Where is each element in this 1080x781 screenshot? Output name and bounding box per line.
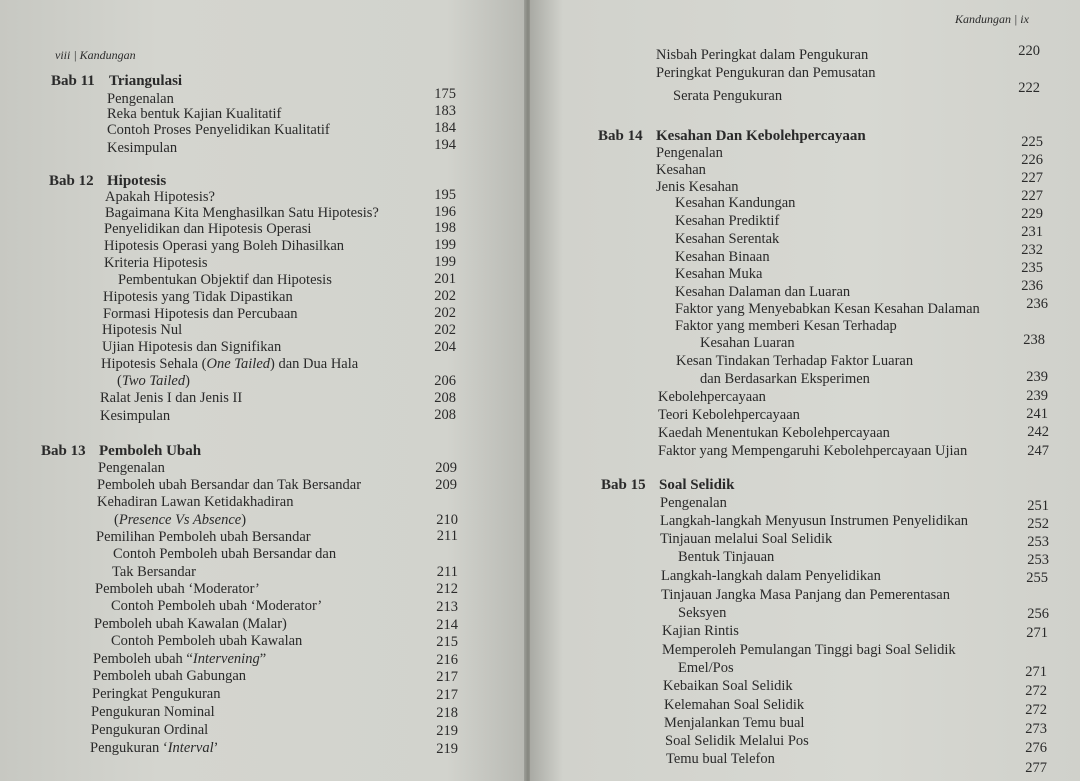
chapter-label: Bab 13	[41, 443, 86, 459]
page-number: 222	[1018, 80, 1040, 96]
toc-entry: Hipotesis Nul	[102, 322, 183, 338]
page-number: 271	[1025, 664, 1047, 680]
toc-entry	[117, 373, 190, 389]
toc-entry: Teori Kebolehpercayaan	[658, 407, 800, 423]
page-number: 247	[1027, 443, 1049, 459]
page-number: 216	[436, 652, 458, 668]
page-number: 277	[1025, 760, 1047, 776]
page-number: 214	[436, 617, 458, 633]
page-number: 227	[1021, 188, 1043, 204]
toc-entry: Faktor yang memberi Kesan Terhadap	[675, 318, 897, 334]
chapter-15-heading	[601, 477, 734, 493]
toc-entry: dan Berdasarkan Eksperimen	[700, 371, 870, 387]
toc-entry: Kesimpulan	[107, 140, 178, 156]
toc-entry: Pengenalan	[98, 460, 165, 476]
page-number: 202	[434, 288, 456, 304]
toc-entry	[114, 512, 246, 528]
chapter-title: Soal Selidik	[659, 477, 735, 493]
toc-entry: Temu bual Telefon	[666, 751, 775, 767]
toc-entry	[90, 740, 218, 756]
page-number: 209	[435, 477, 457, 493]
toc-entry: Pengukuran Nominal	[91, 704, 215, 720]
toc-entry: Contoh Pemboleh ubah ‘Moderator’	[111, 598, 323, 614]
page-number: 175	[434, 86, 456, 102]
toc-entry: Faktor yang Mempengaruhi Kebolehpercayaan Ujian	[658, 443, 968, 459]
entry-text: ) dan Dua Hala	[270, 356, 359, 372]
toc-entry: Kesahan Muka	[675, 266, 763, 282]
toc-entry: Menjalankan Temu bual	[664, 715, 805, 731]
toc-entry: Serata Pengukuran	[673, 88, 783, 104]
page-number: 217	[436, 669, 458, 685]
toc-entry: Tinjauan melalui Soal Selidik	[660, 531, 833, 547]
toc-entry: Kesahan Luaran	[700, 335, 795, 351]
page-number: 239	[1026, 369, 1048, 385]
page-number: 208	[434, 390, 456, 406]
toc-entry	[101, 356, 358, 372]
toc-entry: Pengenalan	[656, 145, 723, 161]
toc-entry: Bentuk Tinjauan	[678, 549, 775, 565]
chapter-title: Triangulasi	[109, 73, 183, 89]
page-number: 204	[434, 339, 456, 355]
page-number: 195	[434, 187, 456, 203]
toc-entry: Kesahan Kandungan	[675, 195, 796, 211]
toc-entry: Pengenalan	[660, 495, 727, 511]
page-number: 238	[1023, 332, 1045, 348]
page-number: 219	[436, 741, 458, 757]
toc-entry: Kesimpulan	[100, 408, 171, 424]
toc-entry: Kesahan Dalaman dan Luaran	[675, 284, 851, 300]
page-number: 215	[436, 634, 458, 650]
toc-entry: Kesahan	[656, 162, 706, 178]
page-number: 256	[1027, 606, 1049, 622]
toc-entry: Emel/Pos	[678, 660, 734, 676]
page-number: 251	[1027, 498, 1049, 514]
page-number: 218	[436, 705, 458, 721]
toc-entry: Kehadiran Lawan Ketidakhadiran	[97, 494, 294, 510]
entry-italic-term: Interval	[167, 740, 214, 756]
toc-entry: Contoh Pemboleh ubah Kawalan	[111, 633, 303, 649]
entry-italic-term: Two Tailed	[121, 373, 186, 389]
toc-entry: Contoh Pemboleh ubah Bersandar dan	[113, 546, 337, 562]
toc-entry: Kesahan Prediktif	[675, 213, 780, 229]
entry-text: (	[117, 373, 122, 389]
chapter-label: Bab 11	[51, 73, 95, 89]
chapter-title: Hipotesis	[107, 173, 167, 189]
page-number: 199	[434, 254, 456, 270]
toc-entry: Penyelidikan dan Hipotesis Operasi	[104, 221, 312, 237]
toc-entry: Kajian Rintis	[662, 623, 739, 639]
page-number: 213	[436, 599, 458, 615]
toc-entry: Pemboleh ubah ‘Moderator’	[95, 581, 260, 597]
page-number: 252	[1027, 516, 1049, 532]
toc-entry: Hipotesis Operasi yang Boleh Dihasilkan	[104, 238, 345, 254]
page-number: 242	[1027, 424, 1049, 440]
toc-entry: Pembentukan Objektif dan Hipotesis	[118, 272, 332, 288]
page-number: 217	[436, 687, 458, 703]
page-number: 206	[434, 373, 456, 389]
page-number: 202	[434, 322, 456, 338]
entry-italic-term: Intervening	[192, 651, 260, 667]
page-number: 255	[1026, 570, 1048, 586]
toc-entry: Tinjauan Jangka Masa Panjang dan Pemerentasan	[661, 587, 950, 603]
chapter-label: Bab 14	[598, 128, 643, 144]
page-number: 227	[1021, 170, 1043, 186]
page-number: 272	[1025, 683, 1047, 699]
page-number: 232	[1021, 242, 1043, 258]
toc-entry: Kebaikan Soal Selidik	[663, 678, 793, 694]
toc-entry: Kriteria Hipotesis	[104, 255, 208, 271]
toc-entry: Hipotesis yang Tidak Dipastikan	[103, 289, 293, 305]
page-header-left: viii | Kandungan	[55, 48, 136, 62]
page-number: 202	[434, 305, 456, 321]
entry-text: )	[241, 512, 247, 528]
chapter-label: Bab 15	[601, 477, 646, 493]
page-number: 211	[436, 564, 458, 580]
page-number: 211	[436, 528, 458, 544]
toc-entry: Tak Bersandar	[112, 564, 196, 580]
page-number: 198	[434, 220, 456, 236]
page-number: 235	[1021, 260, 1043, 276]
toc-entry: Kesahan Serentak	[675, 231, 780, 247]
chapter-title: Pemboleh Ubah	[99, 443, 202, 459]
toc-entry: Langkah-langkah Menyusun Instrumen Penyelidikan	[660, 513, 969, 529]
toc-entry: Langkah-langkah dalam Penyelidikan	[661, 568, 881, 584]
toc-entry: Pemilihan Pemboleh ubah Bersandar	[96, 529, 311, 545]
page-number: 183	[434, 103, 456, 119]
page-number: 212	[436, 581, 458, 597]
page-number: 231	[1021, 224, 1043, 240]
toc-entry	[93, 651, 266, 667]
chapter-label: Bab 12	[49, 173, 94, 189]
toc-entry: Faktor yang Menyebabkan Kesan Kesahan Dalaman	[675, 301, 980, 317]
page-number: 199	[434, 237, 456, 253]
page-number: 273	[1025, 721, 1047, 737]
left-page	[0, 0, 526, 781]
page-number: 208	[434, 407, 456, 423]
toc-entry: Kesan Tindakan Terhadap Faktor Luaran	[676, 353, 914, 369]
chapter-11-heading	[51, 73, 182, 89]
entry-text: ”	[259, 651, 267, 667]
toc-entry: Kesahan Binaan	[675, 249, 770, 265]
toc-entry: Pemboleh ubah Gabungan	[93, 668, 247, 684]
entry-italic-term: Presence Vs Absence	[118, 512, 242, 528]
entry-italic-term: One Tailed	[206, 356, 271, 372]
toc-entry: Pemboleh ubah Bersandar dan Tak Bersandar	[97, 477, 362, 493]
toc-entry: Nisbah Peringkat dalam Pengukuran	[656, 47, 869, 63]
right-page	[530, 0, 1080, 781]
page-number: 219	[436, 723, 458, 739]
entry-text: (	[114, 512, 119, 528]
page-number: 253	[1027, 552, 1049, 568]
toc-entry: Apakah Hipotesis?	[105, 189, 215, 205]
page-number: 226	[1021, 152, 1043, 168]
page-number: 276	[1025, 740, 1047, 756]
toc-entry: Peringkat Pengukuran dan Pemusatan	[656, 65, 876, 81]
chapter-13-heading	[41, 443, 201, 459]
entry-text: Hipotesis Sehala (	[101, 356, 207, 372]
toc-entry: Kaedah Menentukan Kebolehpercayaan	[658, 425, 890, 441]
entry-text: Pengukuran ‘	[90, 740, 168, 756]
toc-entry: Pengenalan	[107, 91, 174, 107]
page-number: 271	[1026, 625, 1048, 641]
page-number: 241	[1026, 406, 1048, 422]
page-number: 184	[434, 120, 456, 136]
toc-entry: Bagaimana Kita Menghasilkan Satu Hipotesis?	[105, 205, 379, 221]
page-number: 220	[1018, 43, 1040, 59]
page-number: 196	[434, 204, 456, 220]
toc-entry: Ujian Hipotesis dan Signifikan	[102, 339, 282, 355]
toc-entry: Kebolehpercayaan	[658, 389, 766, 405]
chapter-14-heading	[598, 128, 866, 144]
toc-entry: Memperoleh Pemulangan Tinggi bagi Soal Selidik	[662, 642, 956, 658]
toc-entry: Peringkat Pengukuran	[92, 686, 221, 702]
toc-entry: Ralat Jenis I dan Jenis II	[100, 390, 243, 406]
toc-entry: Pemboleh ubah Kawalan (Malar)	[94, 616, 287, 632]
entry-text: ’	[213, 740, 219, 756]
page-number: 239	[1026, 388, 1048, 404]
page-number: 272	[1025, 702, 1047, 718]
page-number: 210	[436, 512, 458, 528]
page-header-right: Kandungan | ix	[955, 12, 1029, 26]
toc-entry: Kelemahan Soal Selidik	[664, 697, 805, 713]
toc-entry: Contoh Proses Penyelidikan Kualitatif	[107, 122, 330, 138]
entry-text: Pemboleh ubah “	[93, 651, 193, 667]
page-number: 209	[435, 460, 457, 476]
page-number: 194	[434, 137, 456, 153]
page-number: 229	[1021, 206, 1043, 222]
entry-text: )	[185, 373, 190, 389]
page-number: 201	[434, 271, 456, 287]
chapter-title: Kesahan Dan Kebolehpercayaan	[656, 128, 866, 144]
toc-entry: Pengukuran Ordinal	[91, 722, 209, 738]
page-number: 225	[1021, 134, 1043, 150]
toc-entry: Jenis Kesahan	[656, 179, 739, 195]
toc-entry: Seksyen	[678, 605, 727, 621]
page-number: 236	[1021, 278, 1043, 294]
toc-entry: Soal Selidik Melalui Pos	[665, 733, 809, 749]
toc-entry: Reka bentuk Kajian Kualitatif	[107, 106, 282, 122]
page-number: 236	[1026, 296, 1048, 312]
page-number: 253	[1027, 534, 1049, 550]
chapter-12-heading	[49, 173, 166, 189]
toc-entry: Formasi Hipotesis dan Percubaan	[103, 306, 298, 322]
